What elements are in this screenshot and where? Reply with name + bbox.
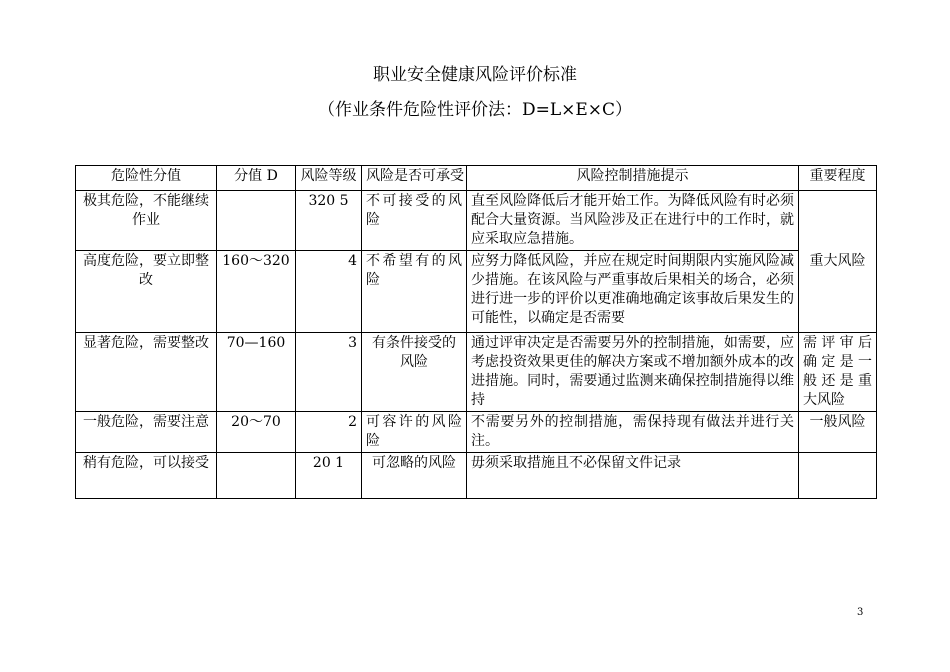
score-cell [217, 191, 296, 251]
score-cell: 70—160 [217, 333, 296, 412]
hazard-cell: 高度危险，要立即整改 [76, 251, 217, 333]
level-cell: 4 [296, 251, 362, 333]
page-number: 3 [857, 607, 864, 618]
header-score: 分值 D [217, 166, 296, 191]
acceptable-cell: 不可接受的风险 [362, 191, 467, 251]
measures-cell: 直至风险降低后才能开始工作。为降低风险有时必须配合大量资源。当风险涉及正在进行中的工作时，就应采取应急措施。 [467, 191, 799, 251]
table-row [76, 191, 877, 251]
measures-cell: 通过评审决定是否需要另外的控制措施，如需要，应考虑投资效果更佳的解决方案或不增加额外成本的改进措施。同时，需要通过监测来确保控制措施得以维持 [467, 333, 799, 412]
score-cell: 20～70 [217, 412, 296, 453]
header-acceptable: 风险是否可承受 [362, 166, 467, 191]
header-measures: 风险控制措施提示 [467, 166, 799, 191]
level-cell: 20 1 [296, 453, 362, 499]
header-importance: 重要程度 [799, 166, 877, 191]
importance-cell: 需评审后确定是一般还是重大风险 [799, 333, 877, 412]
acceptable-cell: 可忽略的风险 [362, 453, 467, 499]
measures-cell: 应努力降低风险，并应在规定时间期限内实施风险减少措施。在该风险与严重事故后果相关的场合，必须进行进一步的评价以更准确地确定该事故后果发生的可能性，以确定是否需要 [467, 251, 799, 333]
acceptable-cell: 可容许的风险险 [362, 412, 467, 453]
hazard-cell: 显著危险，需要整改 [76, 333, 217, 412]
risk-evaluation-table [75, 165, 877, 499]
hazard-cell: 稍有危险，可以接受 [76, 453, 217, 499]
document-subtitle: （作业条件危险性评价法：D=L×E×C） [317, 100, 633, 120]
table-row [76, 453, 877, 499]
table-row [76, 251, 877, 333]
hazard-cell: 一般危险，需要注意 [76, 412, 217, 453]
measures-cell: 毋须采取措施且不必保留文件记录 [467, 453, 799, 499]
measures-cell: 不需要另外的控制措施，需保持现有做法并进行关注。 [467, 412, 799, 453]
importance-cell-empty [799, 453, 877, 499]
level-cell: 3 [296, 333, 362, 412]
table-header-row [76, 166, 877, 191]
importance-cell: 一般风险 [799, 412, 877, 453]
table-row [76, 412, 877, 453]
level-cell: 2 [296, 412, 362, 453]
table-row [76, 333, 877, 412]
header-hazard: 危险性分值 [76, 166, 217, 191]
importance-cell: 重大风险 [799, 191, 877, 333]
document-title: 职业安全健康风险评价标准 [373, 65, 577, 85]
score-cell: 160～320 [217, 251, 296, 333]
acceptable-cell: 不希望有的风险 [362, 251, 467, 333]
level-cell: 320 5 [296, 191, 362, 251]
header-level: 风险等级 [296, 166, 362, 191]
score-cell [217, 453, 296, 499]
hazard-cell: 极其危险，不能继续作业 [76, 191, 217, 251]
acceptable-cell: 有条件接受的风险 [362, 333, 467, 412]
